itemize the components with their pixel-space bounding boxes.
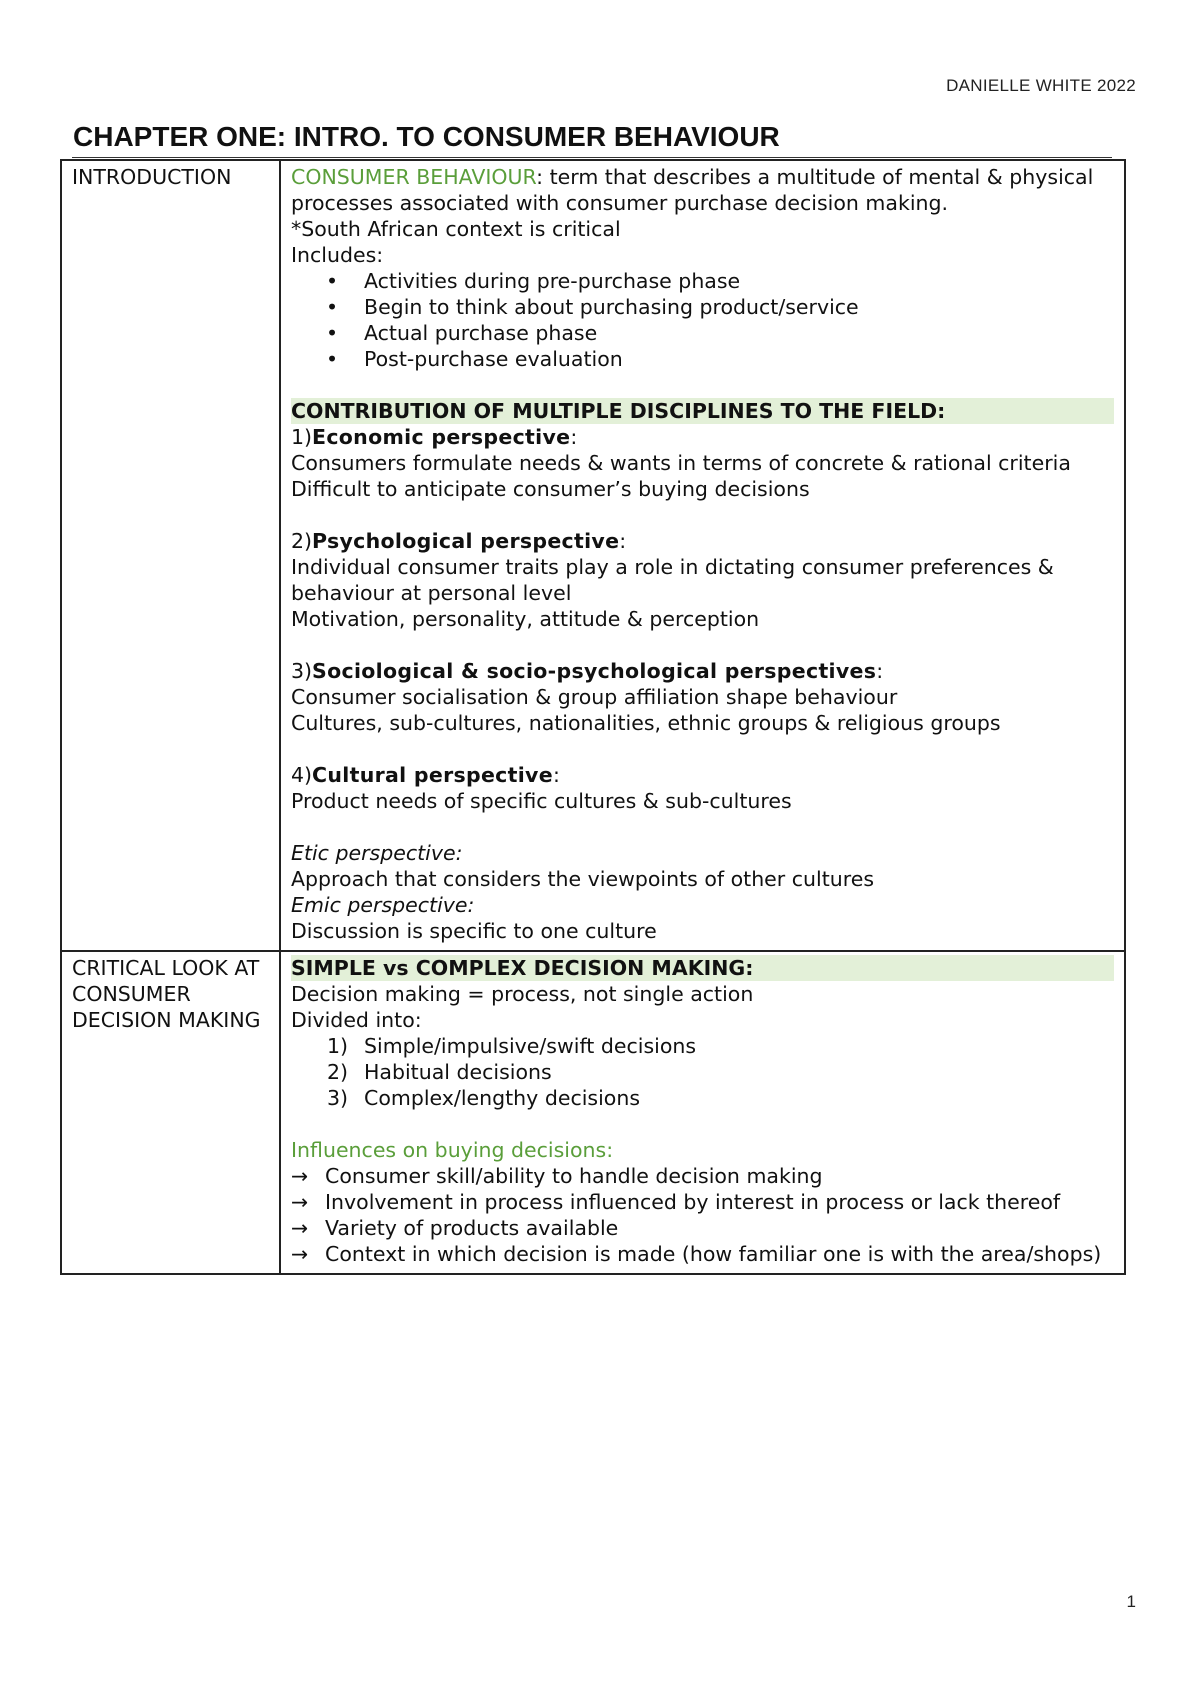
divided-label: Divided into: [291,1008,422,1032]
list-item: • Actual purchase phase [364,320,1114,346]
chapter-title: CHAPTER ONE: INTRO. TO CONSUMER BEHAVIOUR [73,121,780,152]
arrow-icon: → [291,1216,309,1240]
perspective-line: Cultures, sub-cultures, nationalities, ethnic groups & religious groups [291,711,1001,735]
content-cell [280,951,1125,1274]
arrow-icon: → [291,1242,309,1266]
perspective-psychological: 2)Psychological perspective: [291,529,627,553]
perspective-line: Consumers formulate needs & wants in terms of concrete & rational criteria [291,451,1071,475]
page-number: 1 [1126,1592,1136,1611]
list-item: → Consumer skill/ability to handle decision making [291,1164,823,1188]
definition-text: : term that describes a multitude of mental & physical processes associated with consumer purchase decision making. [291,165,1094,215]
table-row-introduction [61,160,1125,951]
perspective-cultural: 4)Cultural perspective: [291,763,560,787]
perspective-name: Economic perspective [312,425,571,449]
list-item: 3) Complex/lengthy decisions [327,1086,640,1110]
emic-text: Discussion is specific to one culture [291,919,657,943]
definition [291,164,1114,216]
table-row-decision-making [61,951,1125,1274]
decision-heading: SIMPLE vs COMPLEX DECISION MAKING: [291,955,1114,981]
perspective-line: Individual consumer traits play a role in dictating consumer preferences & behaviour at personal level [291,555,1054,605]
includes-label: Includes: [291,243,384,267]
perspective-number: 1) [291,425,313,449]
perspective-line: Difficult to anticipate consumer’s buying decisions [291,477,810,501]
list-item: • Begin to think about purchasing product/service [364,294,1114,320]
emic-label: Emic perspective: [291,893,475,917]
perspective-number: 4) [291,763,313,787]
process-line: Decision making = process, not single action [291,982,754,1006]
perspective-name: Cultural perspective [312,763,553,787]
influences-heading: Influences on buying decisions: [291,1138,614,1162]
list-item: → Context in which decision is made (how familiar one is with the area/shops) [291,1242,1102,1266]
perspective-line: Product needs of specific cultures & sub-cultures [291,789,792,813]
list-item: • Activities during pre-purchase phase [364,268,1114,294]
title-divider [72,157,1112,158]
perspective-line: Motivation, personality, attitude & perception [291,607,760,631]
header-author: DANIELLE WHITE 2022 [946,76,1136,95]
etic-text: Approach that considers the viewpoints of other cultures [291,867,874,891]
perspective-line: Consumer socialisation & group affiliation shape behaviour [291,685,898,709]
list-item: 1) Simple/impulsive/swift decisions [327,1034,697,1058]
perspective-number: 3) [291,659,313,683]
perspective-sociological: 3)Sociological & socio-psychological perspectives: [291,659,884,683]
topic-cell: INTRODUCTION [61,160,280,951]
etic-label: Etic perspective: [291,841,463,865]
perspective-name: Sociological & socio-psychological perspectives [312,659,877,683]
list-item: • Post-purchase evaluation [364,346,1114,372]
arrow-icon: → [291,1190,309,1214]
perspective-economic: 1)Economic perspective: [291,425,578,449]
perspective-number: 2) [291,529,313,553]
arrow-icon: → [291,1164,309,1188]
list-item: → Variety of products available [291,1216,619,1240]
decision-types-list [291,1033,1114,1111]
perspective-name: Psychological perspective [312,529,620,553]
context-note: *South African context is critical [291,217,621,241]
disciplines-heading: CONTRIBUTION OF MULTIPLE DISCIPLINES TO THE FIELD: [291,398,1114,424]
topic-cell: CRITICAL LOOK AT CONSUMER DECISION MAKING [61,951,280,1274]
content-cell [280,160,1125,951]
definition-term: CONSUMER BEHAVIOUR [291,165,537,189]
includes-list [291,268,1114,372]
notes-table [60,159,1126,1275]
list-item: → Involvement in process influenced by interest in process or lack thereof [291,1190,1061,1214]
list-item: 2) Habitual decisions [327,1060,552,1084]
